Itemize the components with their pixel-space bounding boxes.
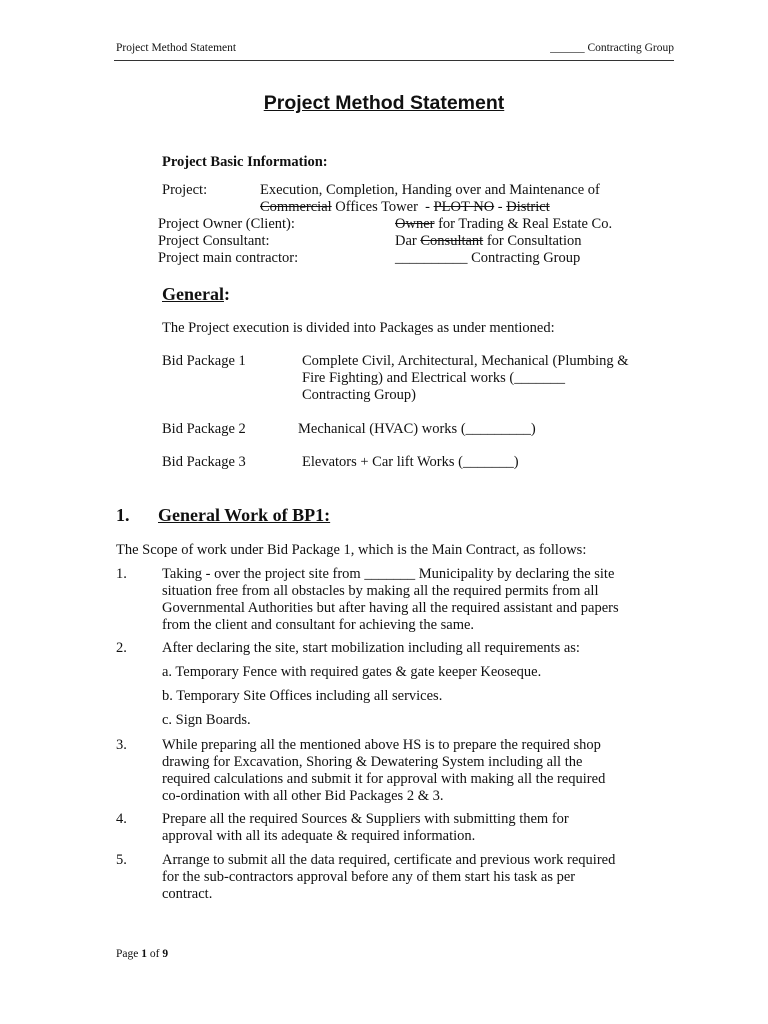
- bid-package-1-line-3: Contracting Group): [302, 387, 416, 403]
- consultant-value: Dar Consultant for Consultation: [395, 233, 582, 249]
- bid-package-1-line-1: Complete Civil, Architectural, Mechanical (Plumbing &: [302, 353, 629, 369]
- project-struck-district: District: [506, 199, 550, 215]
- page-number: 1: [141, 948, 147, 960]
- general-heading: General:: [162, 284, 230, 304]
- owner-label: Project Owner (Client):: [158, 216, 295, 232]
- project-label: Project:: [162, 182, 208, 198]
- contractor-value: __________ Contracting Group: [395, 250, 581, 266]
- project-struck-commercial: Commercial: [260, 199, 332, 215]
- section-1-number: 1.: [116, 505, 130, 525]
- header-left: Project Method Statement: [116, 42, 237, 54]
- header-divider: [114, 60, 674, 61]
- item-5-line-3: contract.: [162, 886, 213, 902]
- bid-package-1-label: Bid Package 1: [162, 353, 246, 369]
- project-struck-plot: PLOT NO: [433, 199, 495, 215]
- consultant-label: Project Consultant:: [158, 233, 270, 249]
- project-line-1: Execution, Completion, Handing over and Maintenance of: [260, 182, 600, 198]
- item-3-number: 3.: [116, 737, 127, 753]
- item-5-number: 5.: [116, 852, 127, 868]
- item-1-line-1: Taking - over the project site from _______ Municipality by declaring the site: [162, 566, 615, 582]
- item-4-line-1: Prepare all the required Sources & Suppliers with submitting them for: [162, 811, 569, 827]
- page-title: Project Method Statement: [263, 92, 505, 114]
- item-2-sub-a: a. Temporary Fence with required gates & gate keeper Keoseque.: [162, 664, 542, 680]
- project-line-2: Commercial Offices Tower - PLOT NO - District: [260, 199, 550, 215]
- item-2-line-1: After declaring the site, start mobilization including all requirements as:: [162, 640, 580, 656]
- item-3-line-2: drawing for Excavation, Shoring & Dewatering System including all the: [162, 754, 583, 770]
- item-2-number: 2.: [116, 640, 127, 656]
- item-1-line-4: from the client and consultant for achieving the same.: [162, 617, 475, 633]
- item-2-sub-b: b. Temporary Site Offices including all services.: [162, 688, 443, 704]
- item-5-line-1: Arrange to submit all the data required, certificate and previous work required: [162, 852, 616, 868]
- item-4-number: 4.: [116, 811, 127, 827]
- item-3-line-1: While preparing all the mentioned above HS is to prepare the required shop: [162, 737, 601, 753]
- bid-package-3-desc: Elevators + Car lift Works (_______): [302, 454, 519, 470]
- item-3-line-4: co-ordination with all other Bid Packages 2 & 3.: [162, 788, 444, 804]
- bid-package-1-line-2: Fire Fighting) and Electrical works (_______: [302, 370, 565, 386]
- bid-package-3-label: Bid Package 3: [162, 454, 246, 470]
- section-1-intro: The Scope of work under Bid Package 1, which is the Main Contract, as follows:: [116, 542, 587, 558]
- contractor-label: Project main contractor:: [158, 250, 299, 266]
- section-1-heading: General Work of BP1:: [158, 505, 331, 525]
- item-1-line-3: Governmental Authorities but after having all the required assistant and papers: [162, 600, 619, 616]
- header-right: ______ Contracting Group: [550, 42, 674, 54]
- bid-package-2-desc: Mechanical (HVAC) works (_________): [298, 421, 536, 437]
- page-footer: Page 1 of 9: [116, 948, 169, 960]
- owner-value: Owner for Trading & Real Estate Co.: [395, 216, 613, 232]
- item-1-line-2: situation free from all obstacles by making all the required permits from all: [162, 583, 599, 599]
- item-5-line-2: for the sub-contractors approval before any of them start his task as per: [162, 869, 576, 885]
- page-total: 9: [162, 948, 169, 960]
- general-intro: The Project execution is divided into Packages as under mentioned:: [162, 320, 555, 336]
- item-2-sub-c: c. Sign Boards.: [162, 712, 251, 728]
- item-1-number: 1.: [116, 566, 127, 582]
- item-3-line-3: required calculations and submit it for approval with making all the required: [162, 771, 606, 787]
- item-4-line-2: approval with all its adequate & required information.: [162, 828, 476, 844]
- bid-package-2-label: Bid Package 2: [162, 421, 246, 437]
- basic-info-heading: Project Basic Information:: [162, 154, 328, 170]
